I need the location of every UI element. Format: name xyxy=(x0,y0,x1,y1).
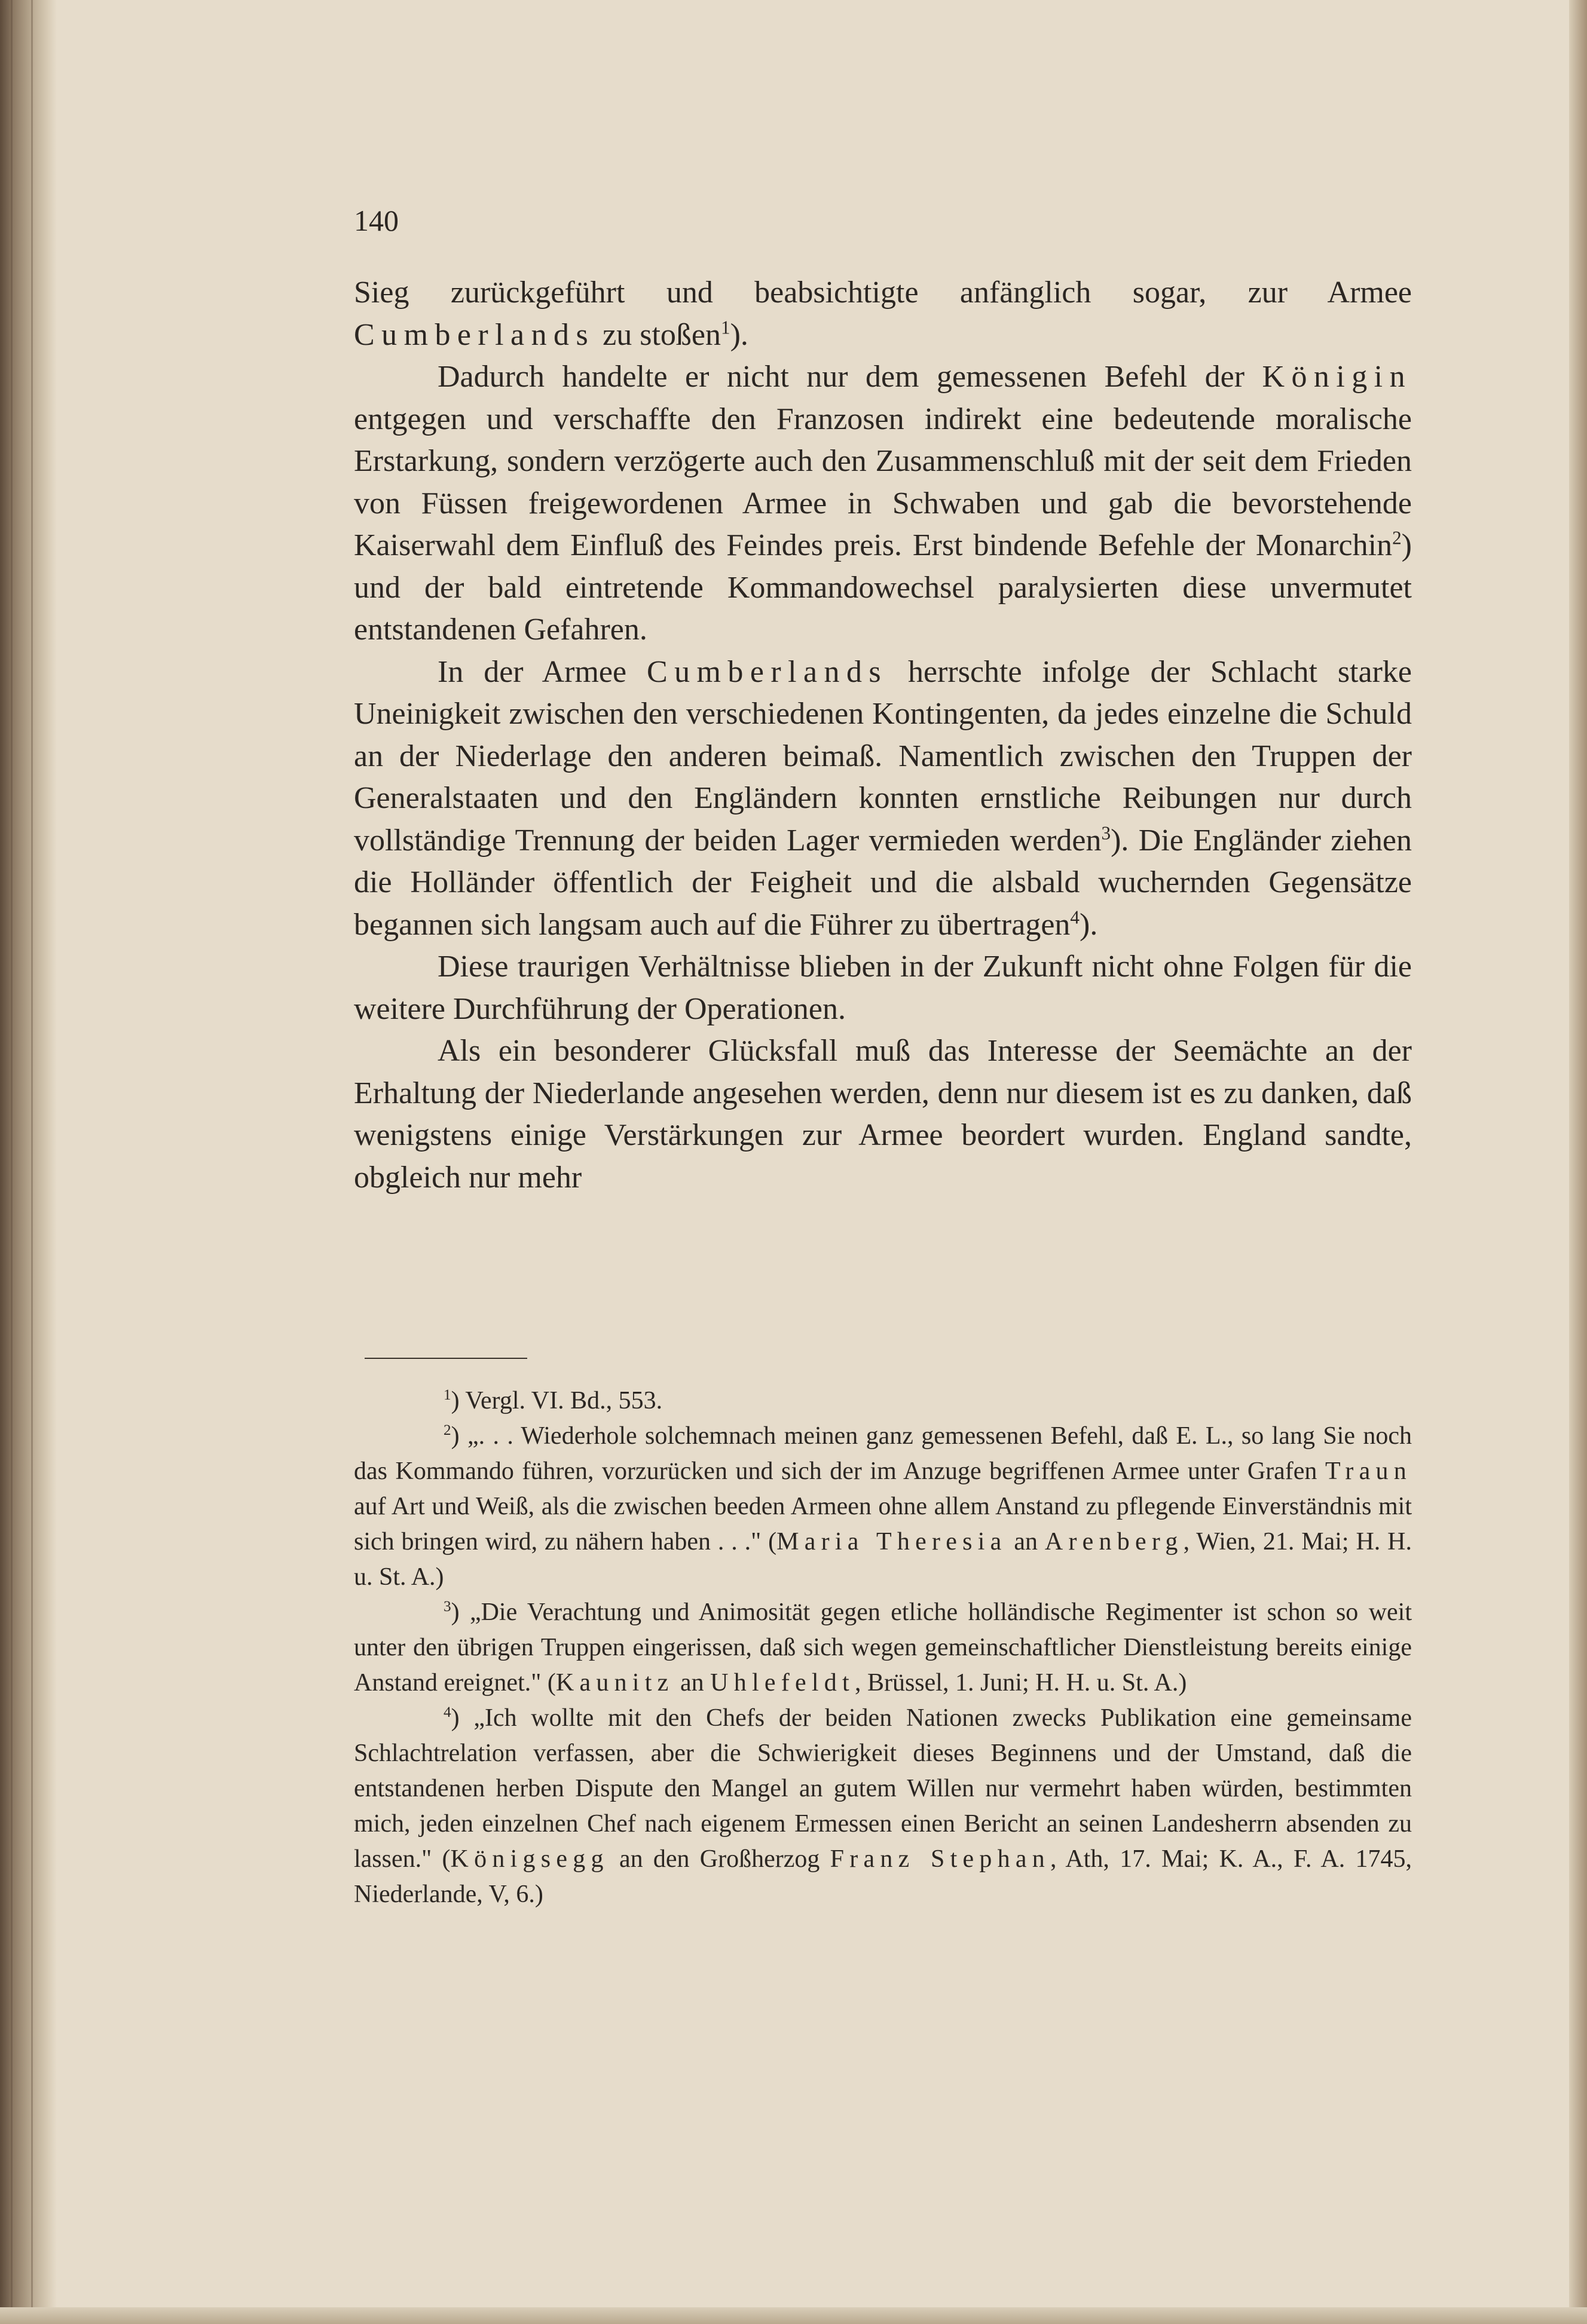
footnote-ref: 2 xyxy=(1392,527,1402,549)
paragraph: In der Armee Cumberlands herrschte infolge der Schlacht starke Uneinigkeit zwischen den verschiedenen Kontingenten, da jedes einzelne die Schuld an der Niederlage den anderen beimaß. Namentlich zwischen den Truppen der Generalstaaten und den Engländern konnten ernstliche Reibungen nur durch vollständige Trennung der beiden Lager vermieden werden$^3$). Die Engländer ziehen die Holländer öffentlich der Feigheit und die alsbald wuchernden Gegensätze begannen sich langsam auch auf die Führer zu übertragen$^4$). xyxy=(354,654,1412,942)
paragraph: Diese traurigen Verhältnisse blieben in der Zukunft nicht ohne Folgen für die weitere Durchführung der Operationen. xyxy=(354,950,1412,1026)
footnote: $^1$) Vergl. VI. Bd., 553. xyxy=(444,1387,663,1414)
book-spine xyxy=(0,0,57,2324)
person-name: Maria Theresia xyxy=(776,1528,1007,1556)
footnote: $^3$) „Die Verachtung und Animosität gegen etliche holländische Regimenter ist schon so weit unter den übrigen Truppen eingerissen, daß sich wegen gemeinschaftlicher Dienstleistung bereits einige Anstand ereignet." (Kaunitz an Uhlefeldt, Brüssel, 1. Juni; H. H. u. St. A.) xyxy=(354,1599,1412,1697)
footnote-mark: 4 xyxy=(444,1704,451,1720)
person-name: Arenberg xyxy=(1044,1528,1184,1556)
paragraph: Als ein besonderer Glücksfall muß das Interesse der Seemächte an der Erhaltung der Niederlande angesehen werden, denn nur diesem ist es zu danken, daß wenigstens einige Verstärkungen zur Armee beordert wurden. England sandte, obgleich nur mehr xyxy=(354,1034,1412,1195)
footnote-mark: 2 xyxy=(444,1422,451,1438)
person-name: Cumberlands xyxy=(646,654,888,689)
person-name: Traun xyxy=(1325,1458,1412,1485)
person-name: Kaunitz xyxy=(555,1669,674,1697)
page-bottom-edge xyxy=(0,2307,1587,2324)
footnote-ref: 3 xyxy=(1101,822,1111,844)
page-right-edge xyxy=(1569,0,1587,2324)
footnote: $^2$) „. . . Wiederhole solchemnach meinen ganz gemessenen Befehl, daß E. L., so lang Sie noch das Kommando führen, vorzurücken und sich der im Anzuge begriffenen Armee unter Grafen Traun auf Art und Weiß, als die zwischen beeden Armeen ohne allem Anstand zu pflegende Einverständnis mit sich bringen wird, zu nähern haben . . ." (Maria Theresia an Arenberg, Wien, 21. Mai; H. H. u. St. A.) xyxy=(354,1422,1412,1591)
person-name: Franz Stephan xyxy=(830,1845,1050,1873)
footnote: $^4$) „Ich wollte mit den Chefs der beiden Nationen zwecks Publikation eine gemeinsame Schlachtrelation verfassen, aber die Schwierigkeit dieses Beginnens und der Umstand, daß die entstandenen herben Dispute den Mangel an gutem Willen nur vermehrt haben würden, bestimmten mich, jeden einzelnen Chef nach eigenem Ermessen einen Bericht an seinen Landesherrn absenden zu lassen." (Königsegg an den Großherzog Franz Stephan, Ath, 17. Mai; K. A., F. A. 1745, Niederlande, V, 6.) xyxy=(354,1704,1412,1908)
main-text xyxy=(354,272,1412,1199)
footnote-mark: 1 xyxy=(444,1387,451,1403)
spine-crease xyxy=(31,0,33,2324)
page-number: 140 xyxy=(354,204,399,237)
paragraph: Dadurch handelte er nicht nur dem gemessenen Befehl der Königin entgegen und verschaffte den Franzosen indirekt eine bedeutende moralische Erstarkung, sondern verzögerte auch den Zusammenschluß mit der seit dem Frieden von Füssen freigewordenen Armee in Schwaben und gab die bevorstehende Kaiserwahl dem Einfluß des Feindes preis. Erst bindende Befehle der Monarchin$^2$) und der bald eintretende Kommandowechsel paralysierten diese unvermutet entstandenen Gefahren. xyxy=(354,360,1412,647)
person-name: Königin xyxy=(1262,360,1412,394)
person-name: Königsegg xyxy=(450,1845,609,1873)
footnote-separator xyxy=(365,1358,527,1359)
paragraph: Sieg zurückgeführt und beabsichtigte anfänglich sogar, zur Armee Cumberlands zu stoßen$^1$). xyxy=(354,275,1412,352)
footnote-mark: 3 xyxy=(444,1599,451,1615)
person-name: Cumberlands xyxy=(354,317,595,352)
person-name: Uhlefeldt xyxy=(710,1669,855,1697)
footnotes xyxy=(354,1383,1412,1912)
spine-crease xyxy=(11,0,13,2324)
footnote-ref: 4 xyxy=(1070,907,1080,928)
footnote-ref: 1 xyxy=(720,317,730,338)
